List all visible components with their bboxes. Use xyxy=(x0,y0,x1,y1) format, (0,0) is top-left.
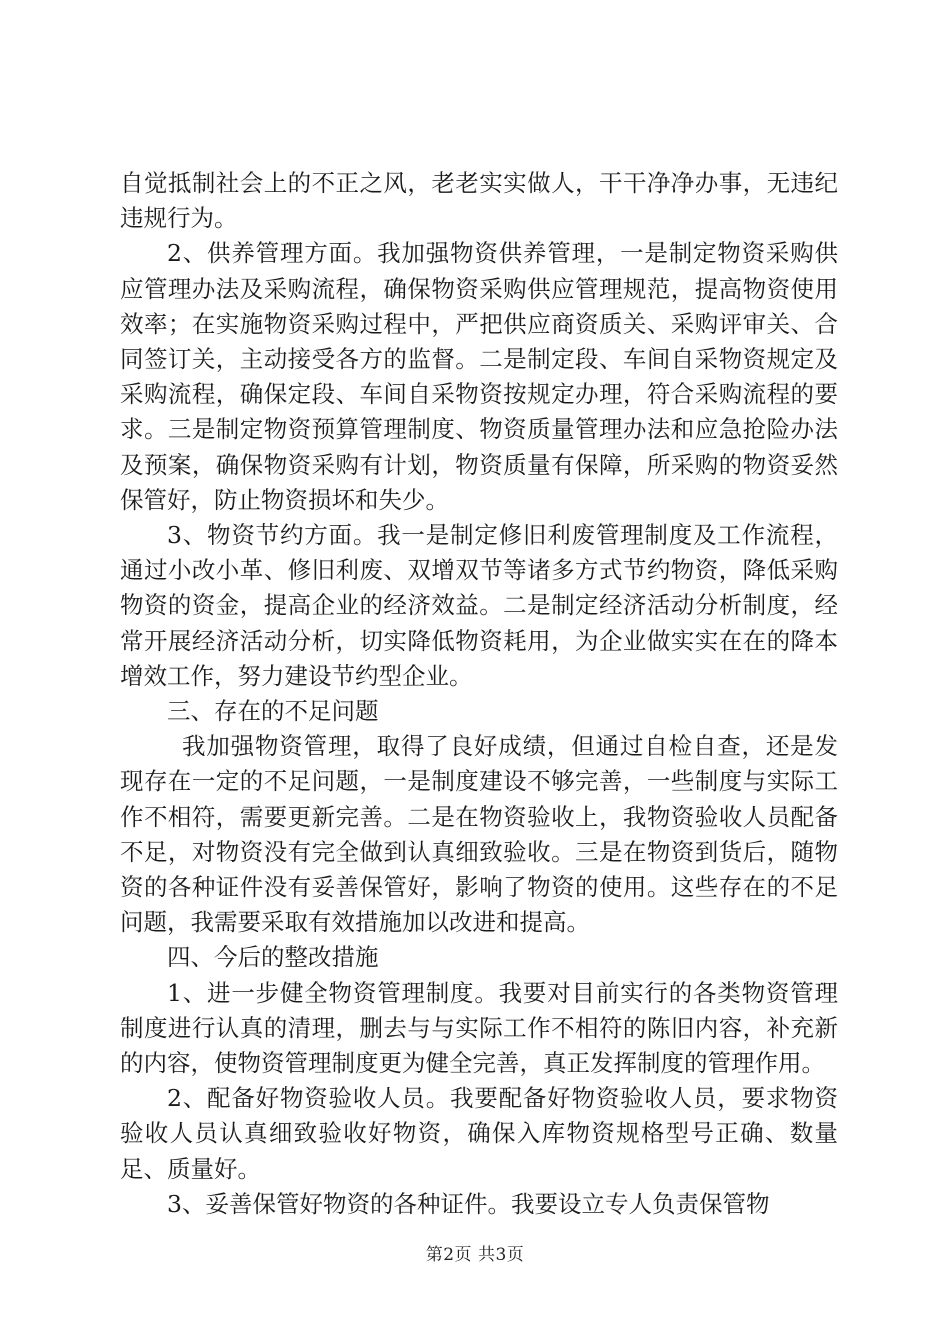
paragraph-measure-1: 1、进一步健全物资管理制度。我要对目前实行的各类物资管理制度进行认真的清理，删去与与实际工作不相符的陈旧内容，补充新的内容，使物资管理制度更为健全完善，真正发挥制度的管理作用。 xyxy=(120,978,838,1078)
paragraph-measure-2: 2、配备好物资验收人员。我要配备好物资验收人员，要求物资验收人员认真细致验收好物资，确保入库物资规格型号正确、数量足、质量好。 xyxy=(120,1084,838,1183)
document-body xyxy=(120,166,838,1222)
paragraph-measure-3: 3、妥善保管好物资的各种证件。我要设立专人负责保管物 xyxy=(167,1189,770,1218)
page-number-footer: 第2页 共3页 xyxy=(425,1245,525,1265)
section-heading-rectification: 四、今后的整改措施 xyxy=(167,943,379,972)
paragraph-supply-management: 2、供养管理方面。我加强物资供养管理，一是制定物资采购供应管理办法及采购流程，确保物资采购供应管理规范，提高物资使用效率；在实施物资采购过程中，严把供应商资质关、采购评审关、合同签订关，主动接受各方的监督。二是制定段、车间自采物资规定及采购流程，确保定段、车间自采物资按规定办理，符合采购流程的要求。三是制定物资预算管理制度、物资质量管理办法和应急抢险办法及预案，确保物资采购有计划，物资质量有保障，所采购的物资妥然保管好，防止物资损坏和失少。 xyxy=(120,239,838,514)
paragraph-shortcomings: 我加强物资管理，取得了良好成绩，但通过自检自查，还是发现存在一定的不足问题，一是制度建设不够完善，一些制度与实际工作不相符，需要更新完善。二是在物资验收上，我物资验收人员配备不足，对物资没有完全做到认真细致验收。三是在物资到货后，随物资的各种证件没有妥善保管好，影响了物资的使用。这些存在的不足问题，我需要采取有效措施加以改进和提高。 xyxy=(120,732,838,937)
paragraph-material-saving: 3、物资节约方面。我一是制定修旧利废管理制度及工作流程，通过小改小革、修旧利废、双增双节等诸多方式节约物资，降低采购物资的资金，提高企业的经济效益。二是制定经济活动分析制度，经常开展经济活动分析，切实降低物资耗用，为企业做实实在在的降本增效工作，努力建设节约型企业。 xyxy=(120,521,838,690)
paragraph-continuation: 自觉抵制社会上的不正之风，老老实实做人，干干净净办事，无违纪违规行为。 xyxy=(120,169,838,233)
section-heading-shortcomings: 三、存在的不足问题 xyxy=(167,697,379,726)
